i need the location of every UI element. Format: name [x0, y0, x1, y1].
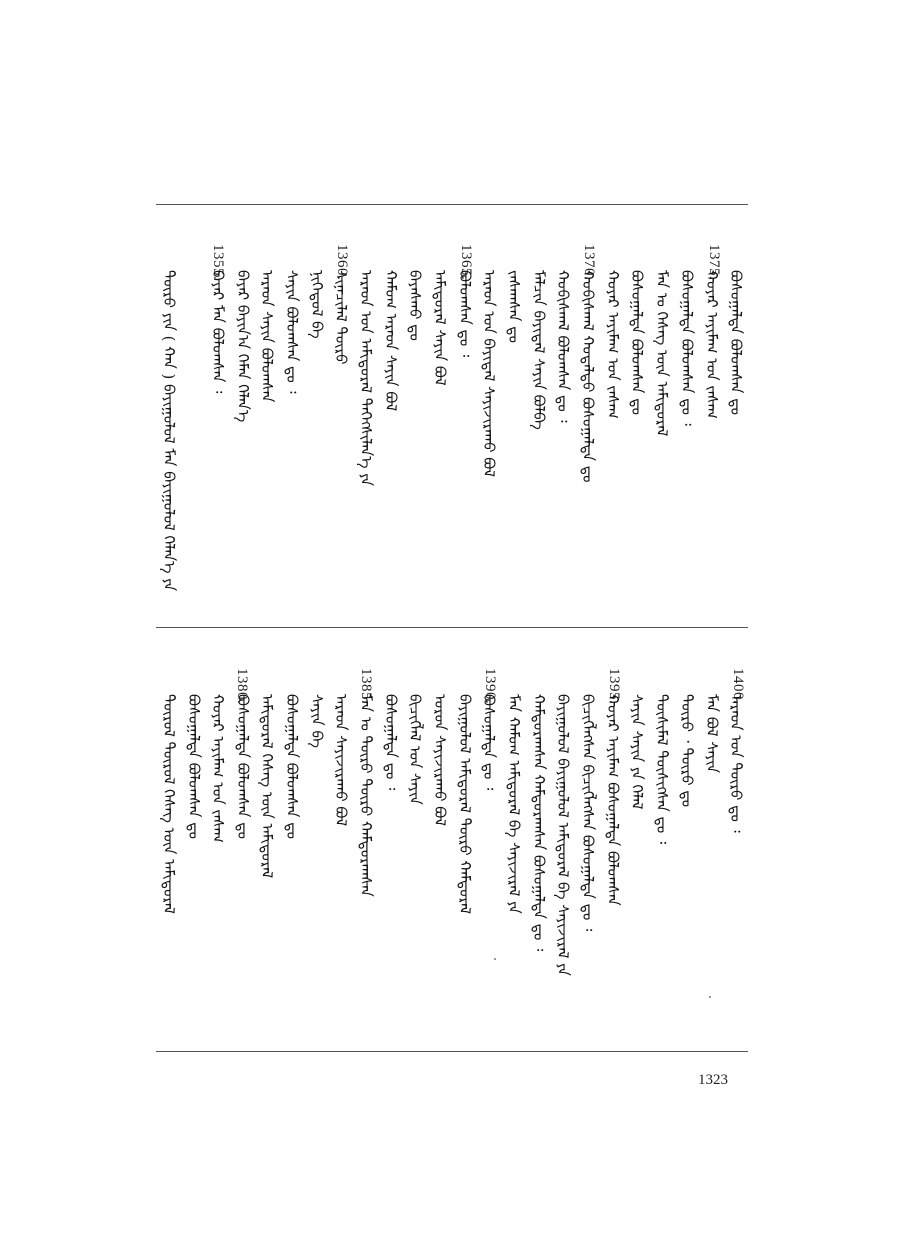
upper-line-17: ᠰᠢᠨᠡᠴᠢᠯᠡᠯ ᠲᠦᠷᠦ [332, 270, 350, 365]
lower-line-22: ᠬᠣᠶᠠᠷ ᠠᠶᠢᠮᠠᠭ ᠤᠨ ᠵᠠᠰᠠᠭ [209, 694, 227, 843]
upper-line-4: ᠮᠠᠨ ᠤ ᠬᠡᠰᠡᠭ ᠦᠨ ᠠᠮᠢᠳᠤᠷᠠᠯ [653, 270, 671, 437]
lower-line-19: ᠪᠣᠰᠣᠭᠠᠯᠲᠠ ᠪᠣᠯᠤᠭᠰᠠᠨ ᠳᠤ [283, 694, 301, 839]
lower-line-21: ᠪᠣᠰᠣᠭᠠᠯᠲᠠ ᠪᠣᠯᠤᠭᠰᠠᠨ ᠳᠤ [234, 694, 252, 839]
page-number: 1323 [698, 1072, 728, 1088]
lower-line-11: ᠪᠣᠰᠣᠭᠠᠯᠲᠠ ᠳᠤ ᠄ [480, 694, 498, 791]
upper-line-12: ᠪᠣᠯᠤᠭᠰᠠᠨ ᠳᠤ ᠄ [456, 270, 474, 358]
lower-line-3: ᠲᠦᠷᠦ ᠂ ᠲᠦᠷᠦ ᠳᠤ [678, 694, 696, 808]
upper-line-18: ᠨᠢᠭᠡᠳᠦᠯ ᠪᠠ [308, 270, 326, 339]
lower-line-23: ᠪᠣᠰᠣᠭᠠᠯᠲᠠ ᠪᠣᠯᠤᠭᠰᠠᠨ ᠳᠤ [185, 694, 203, 839]
lower-line-10: ᠮᠠᠨ ᠬᠠᠮᠤᠭ ᠠᠮᠢᠳᠤᠷᠠᠯ ᠪᠠ ᠰᠠᠶᠢᠵᠢᠷᠠᠯ ᠶᠡ [505, 694, 523, 914]
lower-line-8: ᠪᠠᠶᠢᠭᠤᠯᠤᠯ ᠪᠠᠶᠢᠭᠤᠯᠤᠯ ᠠᠮᠢᠳᠤᠷᠠᠯ ᠪᠠ ᠰᠠᠶᠢᠵᠢᠷᠠᠯ ᠶᠡ [554, 694, 572, 976]
line-number-1370: 1370. [581, 244, 597, 281]
lower-line-6: ᠬᠣᠶᠠᠷ ᠠᠶᠢᠮᠠᠭ ᠪᠣᠰᠣᠭᠠᠯᠲᠠ ᠪᠣᠯᠤᠭᠰᠠᠨ [604, 694, 622, 906]
upper-line-11: ᠠᠷᠠᠳ ᠤᠨ ᠪᠠᠶᠢᠳᠠᠯ ᠰᠠᠶᠢᠵᠢᠷᠠᠬᠤ ᠪᠣᠯ [480, 270, 498, 478]
upper-line-14: ᠪᠠᠶᠠᠰᠬᠤ ᠳᠤ [406, 270, 424, 341]
upper-line-6: ᠬᠣᠶᠠᠷ ᠠᠶᠢᠮᠠᠭ ᠤᠨ ᠵᠠᠰᠠᠭ [604, 270, 622, 419]
line-number-1355: 1355. [210, 244, 226, 281]
line-number-1360: 1360. [334, 244, 350, 281]
upper-line-23: ᠲᠦᠷᠦ ᠶᠢᠨ ( ᠬᠠᠨ ) ᠪᠠᠶᠢᠭᠤᠯᠤᠯ ᠮᠠᠨ ᠪᠠᠶᠢᠭᠤᠯᠤᠯ ᠬᠡᠯᠡᠨ᠎ᠡ ᠶᠡ [160, 270, 178, 591]
lower-line-18: ᠰᠠᠶᠢᠨ ᠪᠠ [308, 694, 326, 749]
line-number-1390: 1390. [482, 668, 498, 705]
lower-line-24: ᠲᠦᠷᠦᠯ ᠲᠦᠷᠦᠯ ᠬᠡᠰᠡᠭ ᠦᠨ ᠠᠮᠢᠳᠤᠷᠠᠯ [160, 694, 178, 914]
lower-line-1: ᠠᠷᠠᠳ ᠤᠨ ᠲᠦᠷᠦ ᠳᠤ ᠄ [727, 694, 745, 833]
upper-line-3: ᠪᠣᠰᠣᠭᠠᠯᠲᠠ ᠪᠣᠯᠤᠭᠰᠠᠨ ᠳᠤ ᠄ [678, 270, 696, 426]
top-rule [156, 204, 748, 205]
upper-line-7: ᠬᠤᠪᠢᠰᠬᠠᠯ ᠬᠤᠳᠠᠯᠳᠤ ᠪᠣᠰᠣᠭᠠᠯᠲᠠ ᠳᠤ [579, 270, 597, 483]
upper-line-22: ᠪᠠᠶᠠᠷ ᠮᠠᠨ ᠪᠣᠯᠤᠭᠰᠠᠨ ᠄ [209, 270, 227, 394]
middle-rule [156, 627, 748, 628]
scan-speck [709, 996, 711, 998]
lower-line-9: ᠬᠠᠮᠲᠤᠷᠠᠭᠰᠠᠨ ᠬᠠᠮᠲᠤᠷᠠᠭᠰᠠᠨ ᠪᠣᠰᠣᠭᠠᠯᠲᠠ ᠳᠤ ᠄ [530, 694, 548, 952]
upper-line-1: ᠪᠣᠰᠣᠭᠠᠯᠲᠠ ᠪᠣᠯᠤᠭᠰᠠᠨ ᠳᠤ [727, 270, 745, 415]
lower-line-14: ᠪᠢᠴᠢᠭᠯᠡᠯ ᠤᠨ ᠰᠠᠶᠢᠨ [406, 694, 424, 805]
lower-line-16: ᠮᠠᠨ ᠤ ᠲᠦᠷᠦ ᠲᠦᠷᠦ ᠬᠠᠮᠲᠤᠷᠠᠭᠰᠠᠨ [357, 694, 375, 897]
line-number-1385: 1385. [358, 668, 374, 705]
upper-line-15: ᠬᠠᠮᠤᠭ ᠠᠷᠠᠳ ᠰᠠᠶᠢᠨ ᠪᠣᠯ [382, 270, 400, 412]
upper-line-8: ᠬᠤᠪᠢᠰᠬᠠᠯ ᠪᠣᠯᠤᠭᠰᠠᠨ ᠳᠤ ᠄ [554, 270, 572, 423]
scan-speck [494, 958, 496, 960]
upper-line-2: ᠬᠣᠶᠠᠷ ᠠᠶᠢᠮᠠᠭ ᠤᠨ ᠵᠠᠰᠠᠭ [703, 270, 721, 419]
bottom-rule [156, 1051, 748, 1052]
lower-line-2: ᠮᠠᠨ ᠪᠣᠯ ᠰᠠᠶᠢᠨ [703, 694, 721, 774]
upper-line-10: ᠵᠠᠰᠠᠭᠰᠠᠨ ᠳᠤ [505, 270, 523, 343]
line-number-1395: 1395. [606, 668, 622, 705]
lower-line-15: ᠪᠣᠰᠣᠭᠠᠯᠲᠠ ᠳᠤ ᠄ [382, 694, 400, 791]
lower-line-12: ᠪᠠᠶᠢᠭᠤᠯᠤᠯ ᠠᠮᠢᠳᠤᠷᠠᠯ ᠲᠦᠷᠦ ᠬᠠᠮᠲᠤᠷᠠᠯ [456, 694, 474, 915]
lower-line-4: ᠲᠦᠰᠢᠮᠡᠯ ᠲᠦᠰᠢᠭᠰᠡᠨ ᠳᠤ ᠄ [653, 694, 671, 845]
line-number-1400: 1400. [730, 668, 746, 705]
lower-line-13: ᠣᠷᠣᠨ ᠰᠠᠶᠢᠵᠢᠷᠠᠬᠤ ᠪᠣᠯ [431, 694, 449, 827]
line-number-1375: 1375. [706, 244, 722, 281]
upper-line-19: ᠰᠠᠶᠢᠨ ᠪᠣᠯᠤᠭᠰᠠᠨ ᠳᠤ ᠄ [283, 270, 301, 394]
lower-line-5: ᠰᠠᠶᠢᠨ ᠰᠠᠶᠢᠨ ᠶᠡ ᠬᠡᠯᠡᠯ [628, 694, 646, 810]
upper-line-9: ᠮᠠᠯᠴᠢᠨ ᠪᠠᠶᠢᠳᠠᠯ ᠰᠠᠶᠢᠨ ᠪᠣᠯᠪᠠ [530, 270, 548, 430]
lower-line-20: ᠠᠮᠢᠳᠤᠷᠠᠯ ᠬᠡᠰᠡᠭ ᠦᠨ ᠠᠮᠢᠳᠤᠷᠠᠯ [258, 694, 276, 879]
lower-line-17: ᠠᠷᠠᠳ ᠰᠠᠶᠢᠵᠢᠷᠠᠬᠤ ᠪᠣᠯ [332, 694, 350, 827]
upper-line-13: ᠠᠮᠢᠳᠤᠷᠠᠯ ᠰᠠᠶᠢᠨ ᠪᠣᠯ [431, 270, 449, 386]
line-number-1365: 1365. [458, 244, 474, 281]
upper-line-5: ᠪᠣᠰᠣᠭᠠᠯᠲᠠ ᠪᠣᠯᠤᠭᠰᠠᠨ ᠳᠤ [628, 270, 646, 415]
upper-line-16: ᠠᠷᠠᠳ ᠤᠨ ᠠᠮᠢᠳᠤᠷᠠᠯ ᠳᠡᠭᠡᠭᠰᠢᠯᠡᠨ᠎ᠡ ᠶᠡ [357, 270, 375, 486]
line-number-1380: 1380. [234, 668, 250, 705]
lower-line-7: ᠪᠢᠴᠢᠭᠯᠡᠭᠰᠡᠨ ᠪᠢᠴᠢᠭᠯᠡᠭᠰᠡᠨ ᠪᠣᠰᠣᠭᠠᠯᠲᠠ ᠳᠤ ᠄ [579, 694, 597, 932]
upper-line-20: ᠠᠷᠠᠳ ᠰᠠᠶᠢᠨ ᠪᠣᠯᠤᠭᠰᠠᠨ [258, 270, 276, 403]
upper-line-21: ᠪᠠᠶᠠᠷ ᠪᠠᠶᠢᠨ᠎ᠠ ᠬᠡᠮᠡᠨ ᠬᠡᠯᠡᠨ᠎ᠡ [234, 270, 252, 423]
